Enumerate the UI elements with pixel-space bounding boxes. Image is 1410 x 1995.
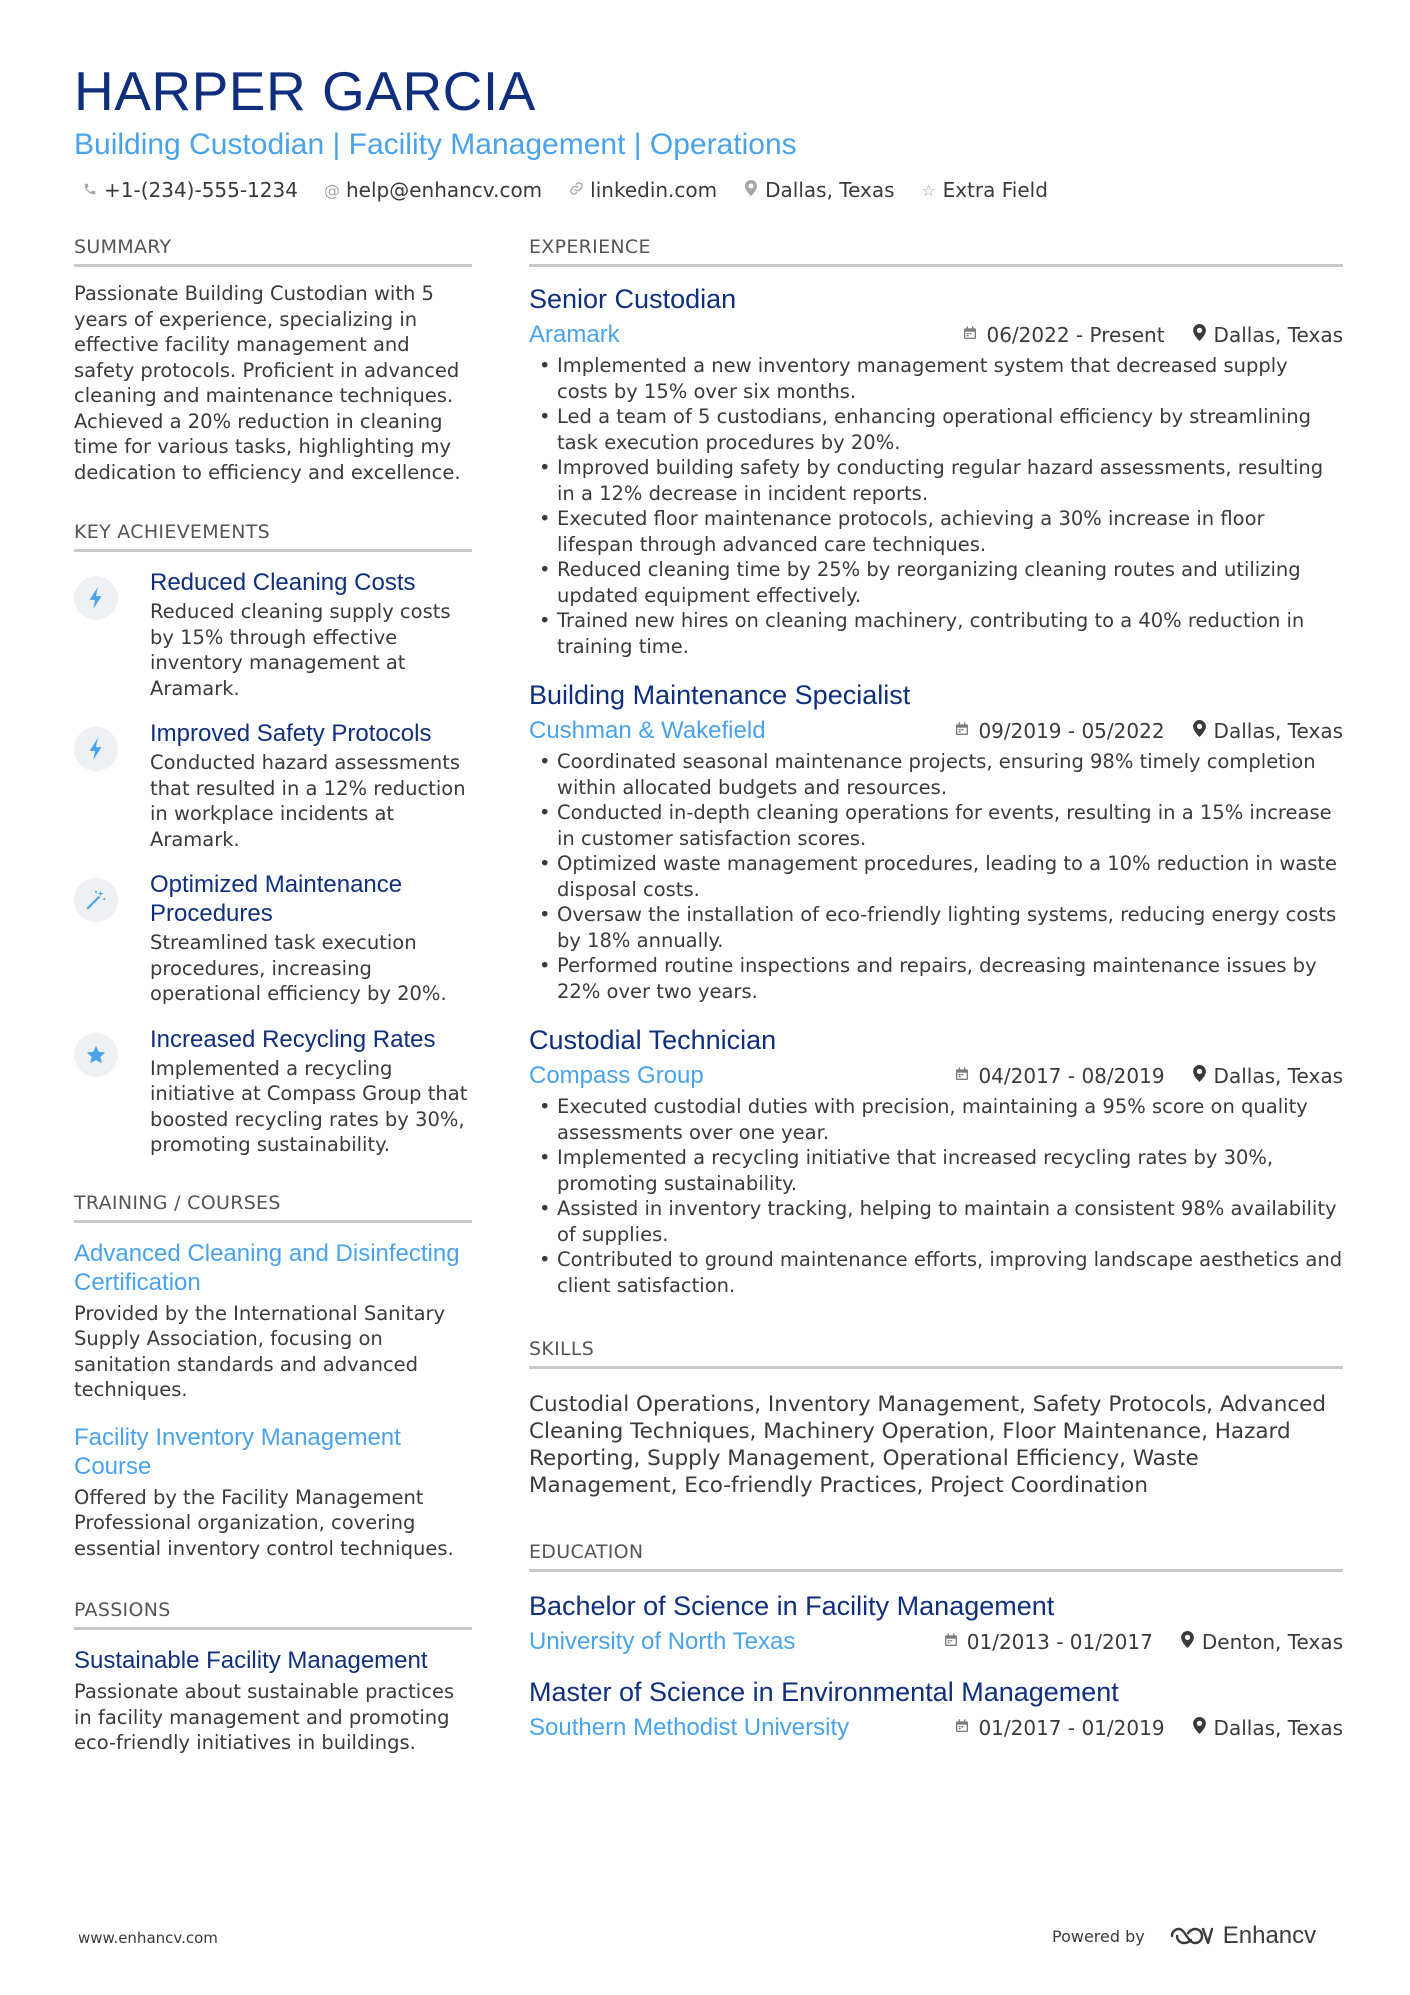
achievement-item xyxy=(74,719,472,852)
job-bullet: • Assisted in inventory tracking, helping to maintain a consistent 98% availability of supplies. xyxy=(529,1196,1343,1247)
powered-by-text: Powered by xyxy=(1052,1926,1145,1946)
achievement-title: Increased Recycling Rates xyxy=(150,1025,436,1053)
job-title: Custodial Technician xyxy=(529,1025,777,1055)
job-company: Aramark xyxy=(529,321,620,348)
job-bullet: • Reduced cleaning time by 25% by reorganizing cleaning routes and utilizing updated equipment effectively. xyxy=(529,557,1343,608)
phone-icon xyxy=(82,181,98,200)
enhancv-logo-icon xyxy=(1169,1924,1213,1948)
calendar-icon xyxy=(962,325,978,346)
contact-extra xyxy=(921,178,1048,202)
education-location: Dallas, Texas xyxy=(1213,1716,1343,1740)
job-bullet: • Trained new hires on cleaning machinery, contributing to a 40% reduction in training time. xyxy=(529,608,1343,659)
achievement-item xyxy=(74,870,472,1007)
contact-linkedin[interactable] xyxy=(568,178,717,202)
skills-text: Custodial Operations, Inventory Management, Safety Protocols, Advanced Cleaning Techniques, Machinery Operation, Floor Maintenance, Hazard Reporting, Supply Management, Operational Efficiency, Waste Management, Eco-friendly Practices, Project Coordination xyxy=(529,1392,1327,1498)
passions-heading: PASSIONS xyxy=(74,1599,472,1630)
achievement-desc: Reduced cleaning supply costs by 15% through effective inventory management at Aramark. xyxy=(150,600,451,700)
job-bullet: • Executed custodial duties with precision, maintaining a 95% score on quality assessments over one year. xyxy=(529,1094,1343,1145)
calendar-icon xyxy=(954,1066,970,1087)
location-icon xyxy=(1193,324,1206,346)
job-title: Building Maintenance Specialist xyxy=(529,680,911,710)
contact-phone[interactable] xyxy=(82,178,298,202)
job-bullet: • Executed floor maintenance protocols, achieving a 30% increase in floor lifespan through advanced care techniques. xyxy=(529,506,1343,557)
job-bullet: • Improved building safety by conducting regular hazard assessments, resulting in a 12% decrease in incident reports. xyxy=(529,455,1343,506)
job-dates: 06/2022 - Present xyxy=(986,323,1165,347)
job-bullets xyxy=(529,749,1343,1004)
course-title: Advanced Cleaning and Disinfecting Certification xyxy=(74,1239,460,1296)
location-icon xyxy=(1193,720,1206,742)
school-name: University of North Texas xyxy=(529,1628,796,1655)
contact-bar xyxy=(82,178,1048,202)
education-heading: EDUCATION xyxy=(529,1541,1343,1572)
education-entry xyxy=(529,1590,1343,1656)
location-icon xyxy=(743,180,759,200)
job-bullets xyxy=(529,1094,1343,1298)
magic-wand-icon xyxy=(74,878,118,922)
contact-location xyxy=(743,178,894,202)
course-item xyxy=(74,1239,472,1403)
job-location: Dallas, Texas xyxy=(1213,1064,1343,1088)
link-icon xyxy=(568,181,584,200)
star-icon xyxy=(74,1033,118,1077)
achievements-heading: KEY ACHIEVEMENTS xyxy=(74,521,472,552)
job-bullet: • Coordinated seasonal maintenance projects, ensuring 98% timely completion within allocated budgets and resources. xyxy=(529,749,1343,800)
job-bullets xyxy=(529,353,1343,659)
degree-title: Bachelor of Science in Facility Management xyxy=(529,1591,1055,1621)
calendar-icon xyxy=(954,721,970,742)
experience-heading: EXPERIENCE xyxy=(529,236,1343,267)
at-icon: @ xyxy=(323,180,340,200)
job-company: Cushman & Wakefield xyxy=(529,717,766,744)
education-dates: 01/2013 - 01/2017 xyxy=(966,1630,1153,1654)
left-column xyxy=(74,236,472,1756)
footer-website[interactable]: www.enhancv.com xyxy=(78,1929,218,1947)
education-entry xyxy=(529,1676,1343,1742)
location-icon xyxy=(1181,1631,1194,1653)
contact-linkedin-text: linkedin.com xyxy=(590,178,718,202)
job-company: Compass Group xyxy=(529,1062,704,1089)
calendar-icon xyxy=(943,1632,959,1653)
achievement-desc: Streamlined task execution procedures, increasing operational efficiency by 20%. xyxy=(150,931,447,1005)
candidate-name: HARPER GARCIA xyxy=(74,60,536,122)
star-icon: ☆ xyxy=(921,180,936,200)
achievement-title: Optimized Maintenance Procedures xyxy=(150,871,403,927)
course-title: Facility Inventory Management Course xyxy=(74,1423,401,1480)
achievement-item xyxy=(74,1025,472,1158)
contact-phone-text: +1-(234)-555-1234 xyxy=(104,178,298,202)
job-bullet: • Contributed to ground maintenance efforts, improving landscape aesthetics and client satisfaction. xyxy=(529,1247,1343,1298)
job-bullet: • Conducted in-depth cleaning operations for events, resulting in a 15% increase in customer satisfaction scores. xyxy=(529,800,1343,851)
job-bullet: • Implemented a recycling initiative that increased recycling rates by 30%, promoting sustainability. xyxy=(529,1145,1343,1196)
enhancv-logo[interactable] xyxy=(1169,1922,1316,1950)
job-bullet: • Oversaw the installation of eco-friendly lighting systems, reducing energy costs by 18% annually. xyxy=(529,902,1343,953)
lightning-icon xyxy=(74,576,118,620)
course-item xyxy=(74,1423,472,1562)
achievement-desc: Implemented a recycling initiative at Compass Group that boosted recycling rates by 30%, promoting sustainability. xyxy=(150,1056,468,1156)
summary-heading: SUMMARY xyxy=(74,236,472,267)
footer-branding xyxy=(1052,1922,1316,1950)
job-dates: 09/2019 - 05/2022 xyxy=(978,719,1165,743)
achievement-title: Reduced Cleaning Costs xyxy=(150,569,416,596)
job-entry xyxy=(529,679,1343,1004)
location-icon xyxy=(1193,1717,1206,1739)
job-location: Dallas, Texas xyxy=(1213,719,1343,743)
course-desc: Provided by the International Sanitary Supply Association, focusing on sanitation standards and advanced techniques. xyxy=(74,1301,446,1401)
degree-title: Master of Science in Environmental Management xyxy=(529,1677,1119,1707)
job-entry xyxy=(529,1024,1343,1298)
passion-title: Sustainable Facility Management xyxy=(74,1647,428,1674)
lightning-icon xyxy=(74,727,118,771)
job-bullet: • Implemented a new inventory management system that decreased supply costs by 15% over six months. xyxy=(529,353,1343,404)
right-column xyxy=(529,236,1343,1742)
contact-email-text: help@enhancv.com xyxy=(345,178,543,202)
job-bullet: • Led a team of 5 custodians, enhancing operational efficiency by streamlining task execution procedures by 20%. xyxy=(529,404,1343,455)
job-bullet: • Optimized waste management procedures, leading to a 10% reduction in waste disposal costs. xyxy=(529,851,1343,902)
contact-location-text: Dallas, Texas xyxy=(765,178,895,202)
location-icon xyxy=(1193,1065,1206,1087)
enhancv-brand-text: Enhancv xyxy=(1222,1922,1317,1949)
education-dates: 01/2017 - 01/2019 xyxy=(978,1716,1165,1740)
calendar-icon xyxy=(954,1718,970,1739)
achievement-desc: Conducted hazard assessments that resulted in a 12% reduction in workplace incidents at Aramark. xyxy=(150,751,466,851)
school-name: Southern Methodist University xyxy=(529,1714,850,1741)
job-dates: 04/2017 - 08/2019 xyxy=(978,1064,1165,1088)
course-desc: Offered by the Facility Management Professional organization, covering essential inventory control techniques. xyxy=(74,1485,454,1560)
skills-heading: SKILLS xyxy=(529,1338,1343,1369)
education-location: Denton, Texas xyxy=(1201,1630,1343,1654)
job-bullet: • Performed routine inspections and repairs, decreasing maintenance issues by 22% over two years. xyxy=(529,953,1343,1004)
training-heading: TRAINING / COURSES xyxy=(74,1192,472,1223)
passion-desc: Passionate about sustainable practices in facility management and promoting eco-friendly initiatives in buildings. xyxy=(74,1680,455,1754)
contact-email[interactable] xyxy=(324,178,542,202)
job-entry xyxy=(529,283,1343,659)
achievement-title: Improved Safety Protocols xyxy=(150,720,432,747)
summary-text: Passionate Building Custodian with 5 years of experience, specializing in effective facility management and safety protocols. Proficient in advanced cleaning and maintenance techniques. Achieved a 20% reduction in cleaning time for various tasks, highlighting my dedication to efficiency and excellence. xyxy=(74,282,461,484)
job-location: Dallas, Texas xyxy=(1213,323,1343,347)
candidate-headline: Building Custodian | Facility Management | Operations xyxy=(74,128,797,161)
achievement-item xyxy=(74,568,472,701)
job-title: Senior Custodian xyxy=(529,284,737,314)
contact-extra-text: Extra Field xyxy=(942,178,1048,202)
achievements-list xyxy=(74,568,472,1158)
